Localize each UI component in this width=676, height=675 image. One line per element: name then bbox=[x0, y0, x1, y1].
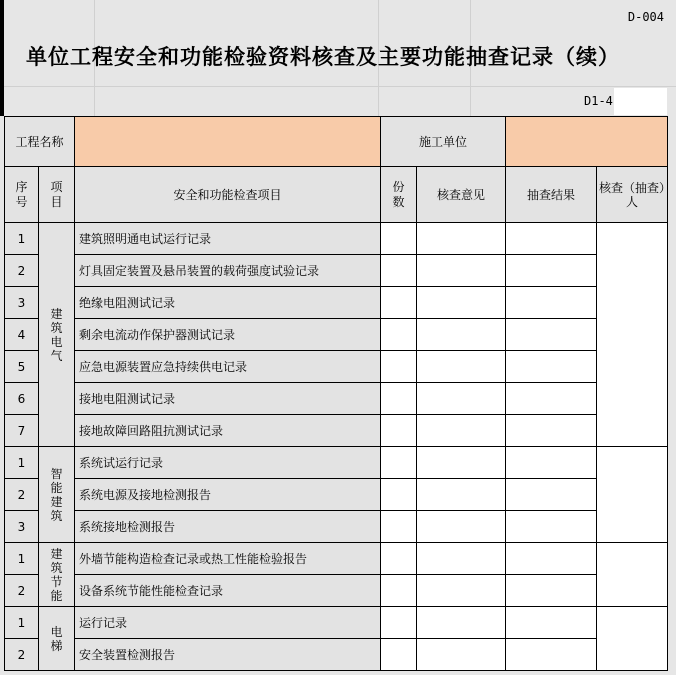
row-copies-cell[interactable] bbox=[381, 447, 417, 479]
row-item: 系统电源及接地检测报告 bbox=[75, 479, 381, 511]
row-seq: 3 bbox=[5, 511, 39, 543]
row-seq: 4 bbox=[5, 319, 39, 351]
category-label: 建筑节能 bbox=[50, 546, 63, 603]
row-copies-cell[interactable] bbox=[381, 639, 417, 671]
table-row bbox=[5, 639, 668, 671]
row-copies-cell[interactable] bbox=[381, 351, 417, 383]
category-label: 电梯 bbox=[50, 624, 63, 653]
row-item: 绝缘电阻测试记录 bbox=[75, 287, 381, 319]
row-seq: 6 bbox=[5, 383, 39, 415]
row-copies-cell[interactable] bbox=[381, 415, 417, 447]
row-result-cell[interactable] bbox=[506, 639, 597, 671]
row-copies-cell[interactable] bbox=[381, 255, 417, 287]
row-result-cell[interactable] bbox=[506, 415, 597, 447]
row-copies-cell[interactable] bbox=[381, 575, 417, 607]
header-item: 安全和功能检查项目 bbox=[75, 167, 381, 223]
row-opinion-cell[interactable] bbox=[417, 511, 506, 543]
category-cell bbox=[39, 607, 75, 671]
row-result-cell[interactable] bbox=[506, 351, 597, 383]
form-code: D1-4 bbox=[584, 94, 613, 108]
row-opinion-cell[interactable] bbox=[417, 607, 506, 639]
header-seq: 序号 bbox=[5, 167, 39, 223]
row-item: 剩余电流动作保护器测试记录 bbox=[75, 319, 381, 351]
info-row bbox=[5, 117, 668, 167]
row-result-cell[interactable] bbox=[506, 607, 597, 639]
row-seq: 7 bbox=[5, 415, 39, 447]
row-seq: 1 bbox=[5, 607, 39, 639]
table-row bbox=[5, 223, 668, 255]
table-row bbox=[5, 351, 668, 383]
row-checker-cell[interactable] bbox=[597, 447, 668, 543]
table-row bbox=[5, 319, 668, 351]
row-item: 应急电源装置应急持续供电记录 bbox=[75, 351, 381, 383]
category-label: 智能建筑 bbox=[50, 466, 63, 523]
row-item: 接地电阻测试记录 bbox=[75, 383, 381, 415]
row-copies-cell[interactable] bbox=[381, 223, 417, 255]
row-opinion-cell[interactable] bbox=[417, 223, 506, 255]
row-seq: 2 bbox=[5, 639, 39, 671]
constructor-label: 施工单位 bbox=[381, 117, 506, 167]
row-result-cell[interactable] bbox=[506, 575, 597, 607]
row-checker-cell[interactable] bbox=[597, 543, 668, 607]
header-result: 抽查结果 bbox=[506, 167, 597, 223]
table-row bbox=[5, 383, 668, 415]
row-item: 外墙节能构造检查记录或热工性能检验报告 bbox=[75, 543, 381, 575]
row-result-cell[interactable] bbox=[506, 319, 597, 351]
row-seq: 1 bbox=[5, 447, 39, 479]
row-copies-cell[interactable] bbox=[381, 543, 417, 575]
row-item: 灯具固定装置及悬吊装置的载荷强度试验记录 bbox=[75, 255, 381, 287]
row-opinion-cell[interactable] bbox=[417, 319, 506, 351]
row-result-cell[interactable] bbox=[506, 543, 597, 575]
table-row bbox=[5, 415, 668, 447]
row-opinion-cell[interactable] bbox=[417, 255, 506, 287]
category-cell bbox=[39, 447, 75, 543]
row-item: 设备系统节能性能检查记录 bbox=[75, 575, 381, 607]
inspection-table bbox=[4, 116, 668, 671]
row-seq: 2 bbox=[5, 575, 39, 607]
row-seq: 3 bbox=[5, 287, 39, 319]
row-opinion-cell[interactable] bbox=[417, 351, 506, 383]
row-item: 运行记录 bbox=[75, 607, 381, 639]
row-item: 安全装置检测报告 bbox=[75, 639, 381, 671]
header-row bbox=[5, 167, 668, 223]
table-row bbox=[5, 607, 668, 639]
row-seq: 2 bbox=[5, 255, 39, 287]
table-row bbox=[5, 447, 668, 479]
row-seq: 2 bbox=[5, 479, 39, 511]
row-item: 建筑照明通电试运行记录 bbox=[75, 223, 381, 255]
row-opinion-cell[interactable] bbox=[417, 639, 506, 671]
form-code-cell[interactable] bbox=[614, 88, 667, 115]
table-row bbox=[5, 287, 668, 319]
row-opinion-cell[interactable] bbox=[417, 447, 506, 479]
page-title: 单位工程安全和功能检验资料核查及主要功能抽查记录（续） bbox=[26, 45, 620, 69]
table-row bbox=[5, 543, 668, 575]
row-copies-cell[interactable] bbox=[381, 511, 417, 543]
project-name-label: 工程名称 bbox=[5, 117, 75, 167]
header-category: 项目 bbox=[39, 167, 75, 223]
category-label: 建筑电气 bbox=[50, 306, 63, 363]
table-row bbox=[5, 511, 668, 543]
header-opinion: 核查意见 bbox=[417, 167, 506, 223]
row-copies-cell[interactable] bbox=[381, 479, 417, 511]
row-item: 系统接地检测报告 bbox=[75, 511, 381, 543]
row-result-cell[interactable] bbox=[506, 223, 597, 255]
left-border-bar bbox=[0, 0, 4, 116]
header-copies: 份数 bbox=[381, 167, 417, 223]
row-copies-cell[interactable] bbox=[381, 319, 417, 351]
row-checker-cell[interactable] bbox=[597, 607, 668, 671]
row-seq: 1 bbox=[5, 223, 39, 255]
row-copies-cell[interactable] bbox=[381, 383, 417, 415]
row-seq: 1 bbox=[5, 543, 39, 575]
row-opinion-cell[interactable] bbox=[417, 543, 506, 575]
row-seq: 5 bbox=[5, 351, 39, 383]
row-result-cell[interactable] bbox=[506, 479, 597, 511]
row-result-cell[interactable] bbox=[506, 511, 597, 543]
row-opinion-cell[interactable] bbox=[417, 575, 506, 607]
header-checker: 核查（抽查）人 bbox=[597, 167, 668, 223]
table-row bbox=[5, 479, 668, 511]
row-result-cell[interactable] bbox=[506, 255, 597, 287]
project-name-value[interactable] bbox=[75, 117, 381, 167]
row-opinion-cell[interactable] bbox=[417, 287, 506, 319]
row-opinion-cell[interactable] bbox=[417, 383, 506, 415]
title-divider bbox=[4, 86, 676, 87]
row-item: 接地故障回路阻抗测试记录 bbox=[75, 415, 381, 447]
row-checker-cell[interactable] bbox=[597, 223, 668, 447]
constructor-value[interactable] bbox=[506, 117, 668, 167]
row-item: 系统试运行记录 bbox=[75, 447, 381, 479]
row-opinion-cell[interactable] bbox=[417, 415, 506, 447]
row-result-cell[interactable] bbox=[506, 287, 597, 319]
table-row bbox=[5, 255, 668, 287]
row-result-cell[interactable] bbox=[506, 447, 597, 479]
table-row bbox=[5, 575, 668, 607]
category-cell bbox=[39, 223, 75, 447]
row-result-cell[interactable] bbox=[506, 383, 597, 415]
row-opinion-cell[interactable] bbox=[417, 479, 506, 511]
category-cell bbox=[39, 543, 75, 607]
doc-code: D-004 bbox=[627, 10, 664, 24]
row-copies-cell[interactable] bbox=[381, 607, 417, 639]
row-copies-cell[interactable] bbox=[381, 287, 417, 319]
